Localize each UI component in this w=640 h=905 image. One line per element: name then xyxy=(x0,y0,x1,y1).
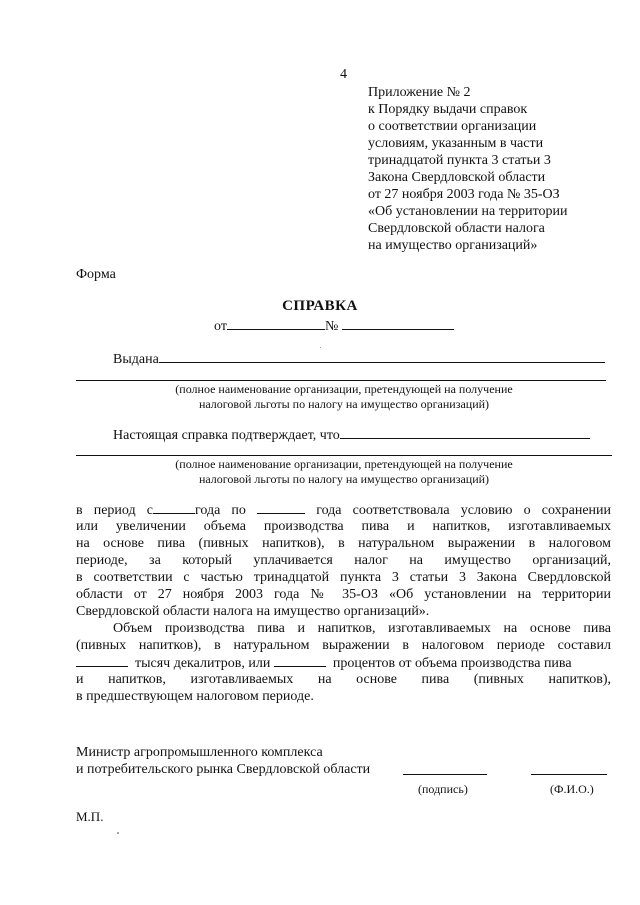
issued-field-continuation[interactable] xyxy=(76,380,606,381)
percent-field[interactable] xyxy=(274,654,326,667)
appendix-line: Приложение № 2 xyxy=(368,85,471,100)
appendix-header xyxy=(368,84,618,254)
signatory-title: и потребительского рынка Свердловской области xyxy=(76,762,371,777)
issued-label: Выдана xyxy=(113,352,159,367)
paragraph-line: и напитков, изготавливаемых на основе пива (пивных напитков), xyxy=(76,672,611,687)
signature-field[interactable] xyxy=(403,774,487,775)
paragraph-line: периоде, за который уплачивается налог на имущество организаций, xyxy=(76,553,611,568)
period-to-label: года по xyxy=(194,503,246,518)
document-title: СПРАВКА xyxy=(282,298,358,314)
date-label: от xyxy=(214,319,227,334)
caption-line: налоговой льготы по налогу на имущество организаций) xyxy=(198,397,490,411)
stamp-place: М.П. xyxy=(76,809,104,824)
period-from-label: в период с xyxy=(76,503,153,518)
appendix-line: Свердловской области налога xyxy=(368,221,545,236)
paragraph-line xyxy=(76,501,611,518)
appendix-line: от 27 ноября 2003 года № 35-ОЗ xyxy=(368,187,560,202)
appendix-line: «Об установлении на территории xyxy=(368,204,568,219)
paragraph-line: в соответствии с частью тринадцатой пункта 3 статьи 3 Закона Свердловской xyxy=(76,570,611,585)
period-from-field[interactable] xyxy=(153,501,195,514)
percent-text: процентов от объема производства пива xyxy=(332,656,572,671)
paragraph-line: в предшествующем налоговом периоде. xyxy=(76,689,314,704)
signatory-line xyxy=(76,761,370,778)
paragraph-line: Свердловской области налога на имущество организаций». xyxy=(76,604,430,619)
date-field[interactable] xyxy=(227,317,325,330)
paragraph-line xyxy=(76,654,611,671)
confirms-label: Настоящая справка подтверждает, что xyxy=(113,428,340,443)
appendix-line: тринадцатой пункта 3 статьи 3 xyxy=(368,153,551,168)
confirms-field-continuation[interactable] xyxy=(76,455,612,456)
number-field[interactable] xyxy=(342,317,454,330)
paragraph-line: или увеличении объема производства пива и напитков, изготавливаемых xyxy=(76,519,611,534)
name-field[interactable] xyxy=(531,774,607,775)
date-number-line xyxy=(214,317,454,335)
appendix-line: условиям, указанным в части xyxy=(368,136,544,151)
paragraph-line: (пивных напитков), в натуральном выражении в налоговом периоде составил xyxy=(76,638,611,653)
issued-caption xyxy=(76,382,612,412)
period-text: года соответствовала условию о сохранении xyxy=(316,503,611,518)
paragraph-line: на основе пива (пивных напитков), в натуральном выражении в налоговом xyxy=(76,536,611,551)
confirms-caption xyxy=(76,457,612,487)
signature-caption: (подпись) xyxy=(418,782,468,796)
appendix-line: о соответствии организации xyxy=(368,119,537,134)
signature-block xyxy=(76,744,370,778)
appendix-line: на имущество организаций» xyxy=(368,238,538,253)
issued-field[interactable] xyxy=(159,350,605,363)
name-caption: (Ф.И.О.) xyxy=(550,782,594,796)
speck-mark xyxy=(320,347,321,348)
caption-line: налоговой льготы по налогу на имущество организаций) xyxy=(198,472,490,486)
caption-line: (полное наименование организации, претендующей на получение xyxy=(175,457,513,471)
paragraph-volume xyxy=(76,620,611,705)
appendix-line: Закона Свердловской области xyxy=(368,170,546,185)
signatory-line: Министр агропромышленного комплекса xyxy=(76,745,323,760)
speck-mark xyxy=(117,832,119,834)
issued-row xyxy=(113,350,605,368)
volume-field[interactable] xyxy=(76,654,128,667)
confirms-field[interactable] xyxy=(340,426,590,439)
appendix-line: к Порядку выдачи справок xyxy=(368,102,528,117)
paragraph-line: Объем производства пива и напитков, изготавливаемых на основе пива xyxy=(113,621,611,636)
paragraph-line: области от 27 ноября 2003 года № 35-ОЗ «Об установлении на территории xyxy=(76,587,611,602)
volume-unit-text: тысяч декалитров, или xyxy=(135,656,271,671)
number-label: № xyxy=(324,319,339,334)
page-number: 4 xyxy=(340,67,347,82)
caption-line: (полное наименование организации, претендующей на получение xyxy=(175,382,513,396)
form-label: Форма xyxy=(76,267,116,282)
paragraph-period xyxy=(76,501,611,620)
period-to-field[interactable] xyxy=(257,501,305,514)
confirms-row xyxy=(113,426,590,444)
